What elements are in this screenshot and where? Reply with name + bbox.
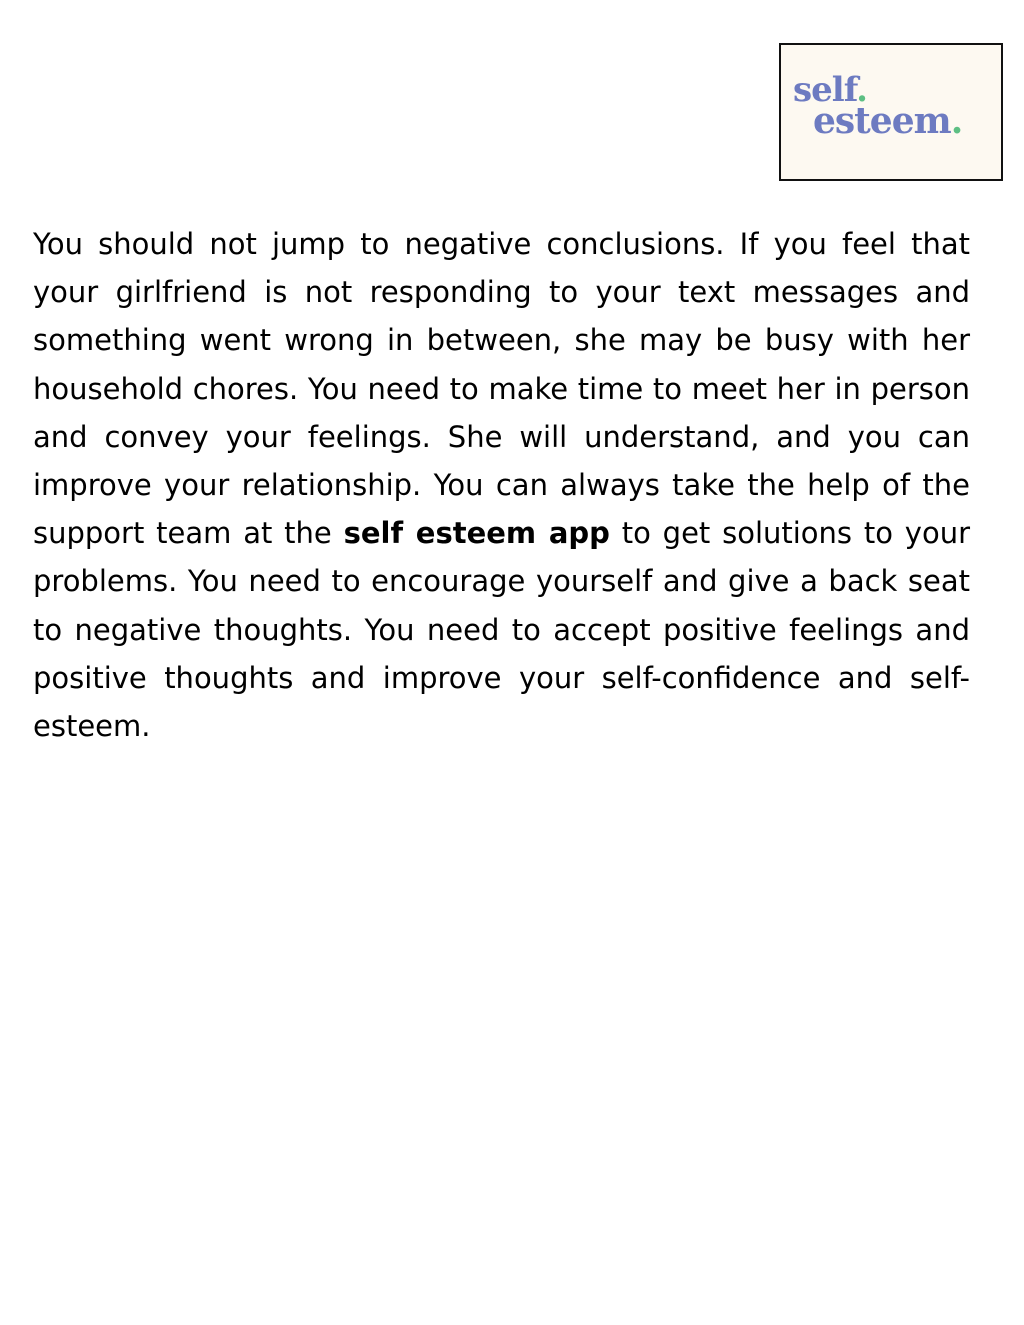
article-text-part2: to get solutions to your problems. You need to encourage yourself and give a back seat to negative thoughts. You need to accept positive feelings and positive thoughts and improve your self-confidence and self-esteem.	[33, 516, 970, 744]
logo-word-self: self.	[793, 70, 867, 110]
logo-word-esteem: esteem.	[813, 100, 963, 142]
brand-logo	[779, 43, 1003, 181]
article-paragraph	[33, 220, 970, 750]
article-text-part1: You should not jump to negative conclusions. If you feel that your girlfriend is not responding to your text messages and something went wrong in between, she may be busy with her household chores. You need to make time to meet her in person and convey your feelings. She will understand, and you can improve your relationship. You can always take the help of the support team at the	[33, 227, 970, 551]
logo-dot: .	[950, 100, 963, 142]
self-esteem-app-link[interactable]: self esteem app	[343, 516, 610, 551]
logo-dot: .	[856, 70, 867, 110]
